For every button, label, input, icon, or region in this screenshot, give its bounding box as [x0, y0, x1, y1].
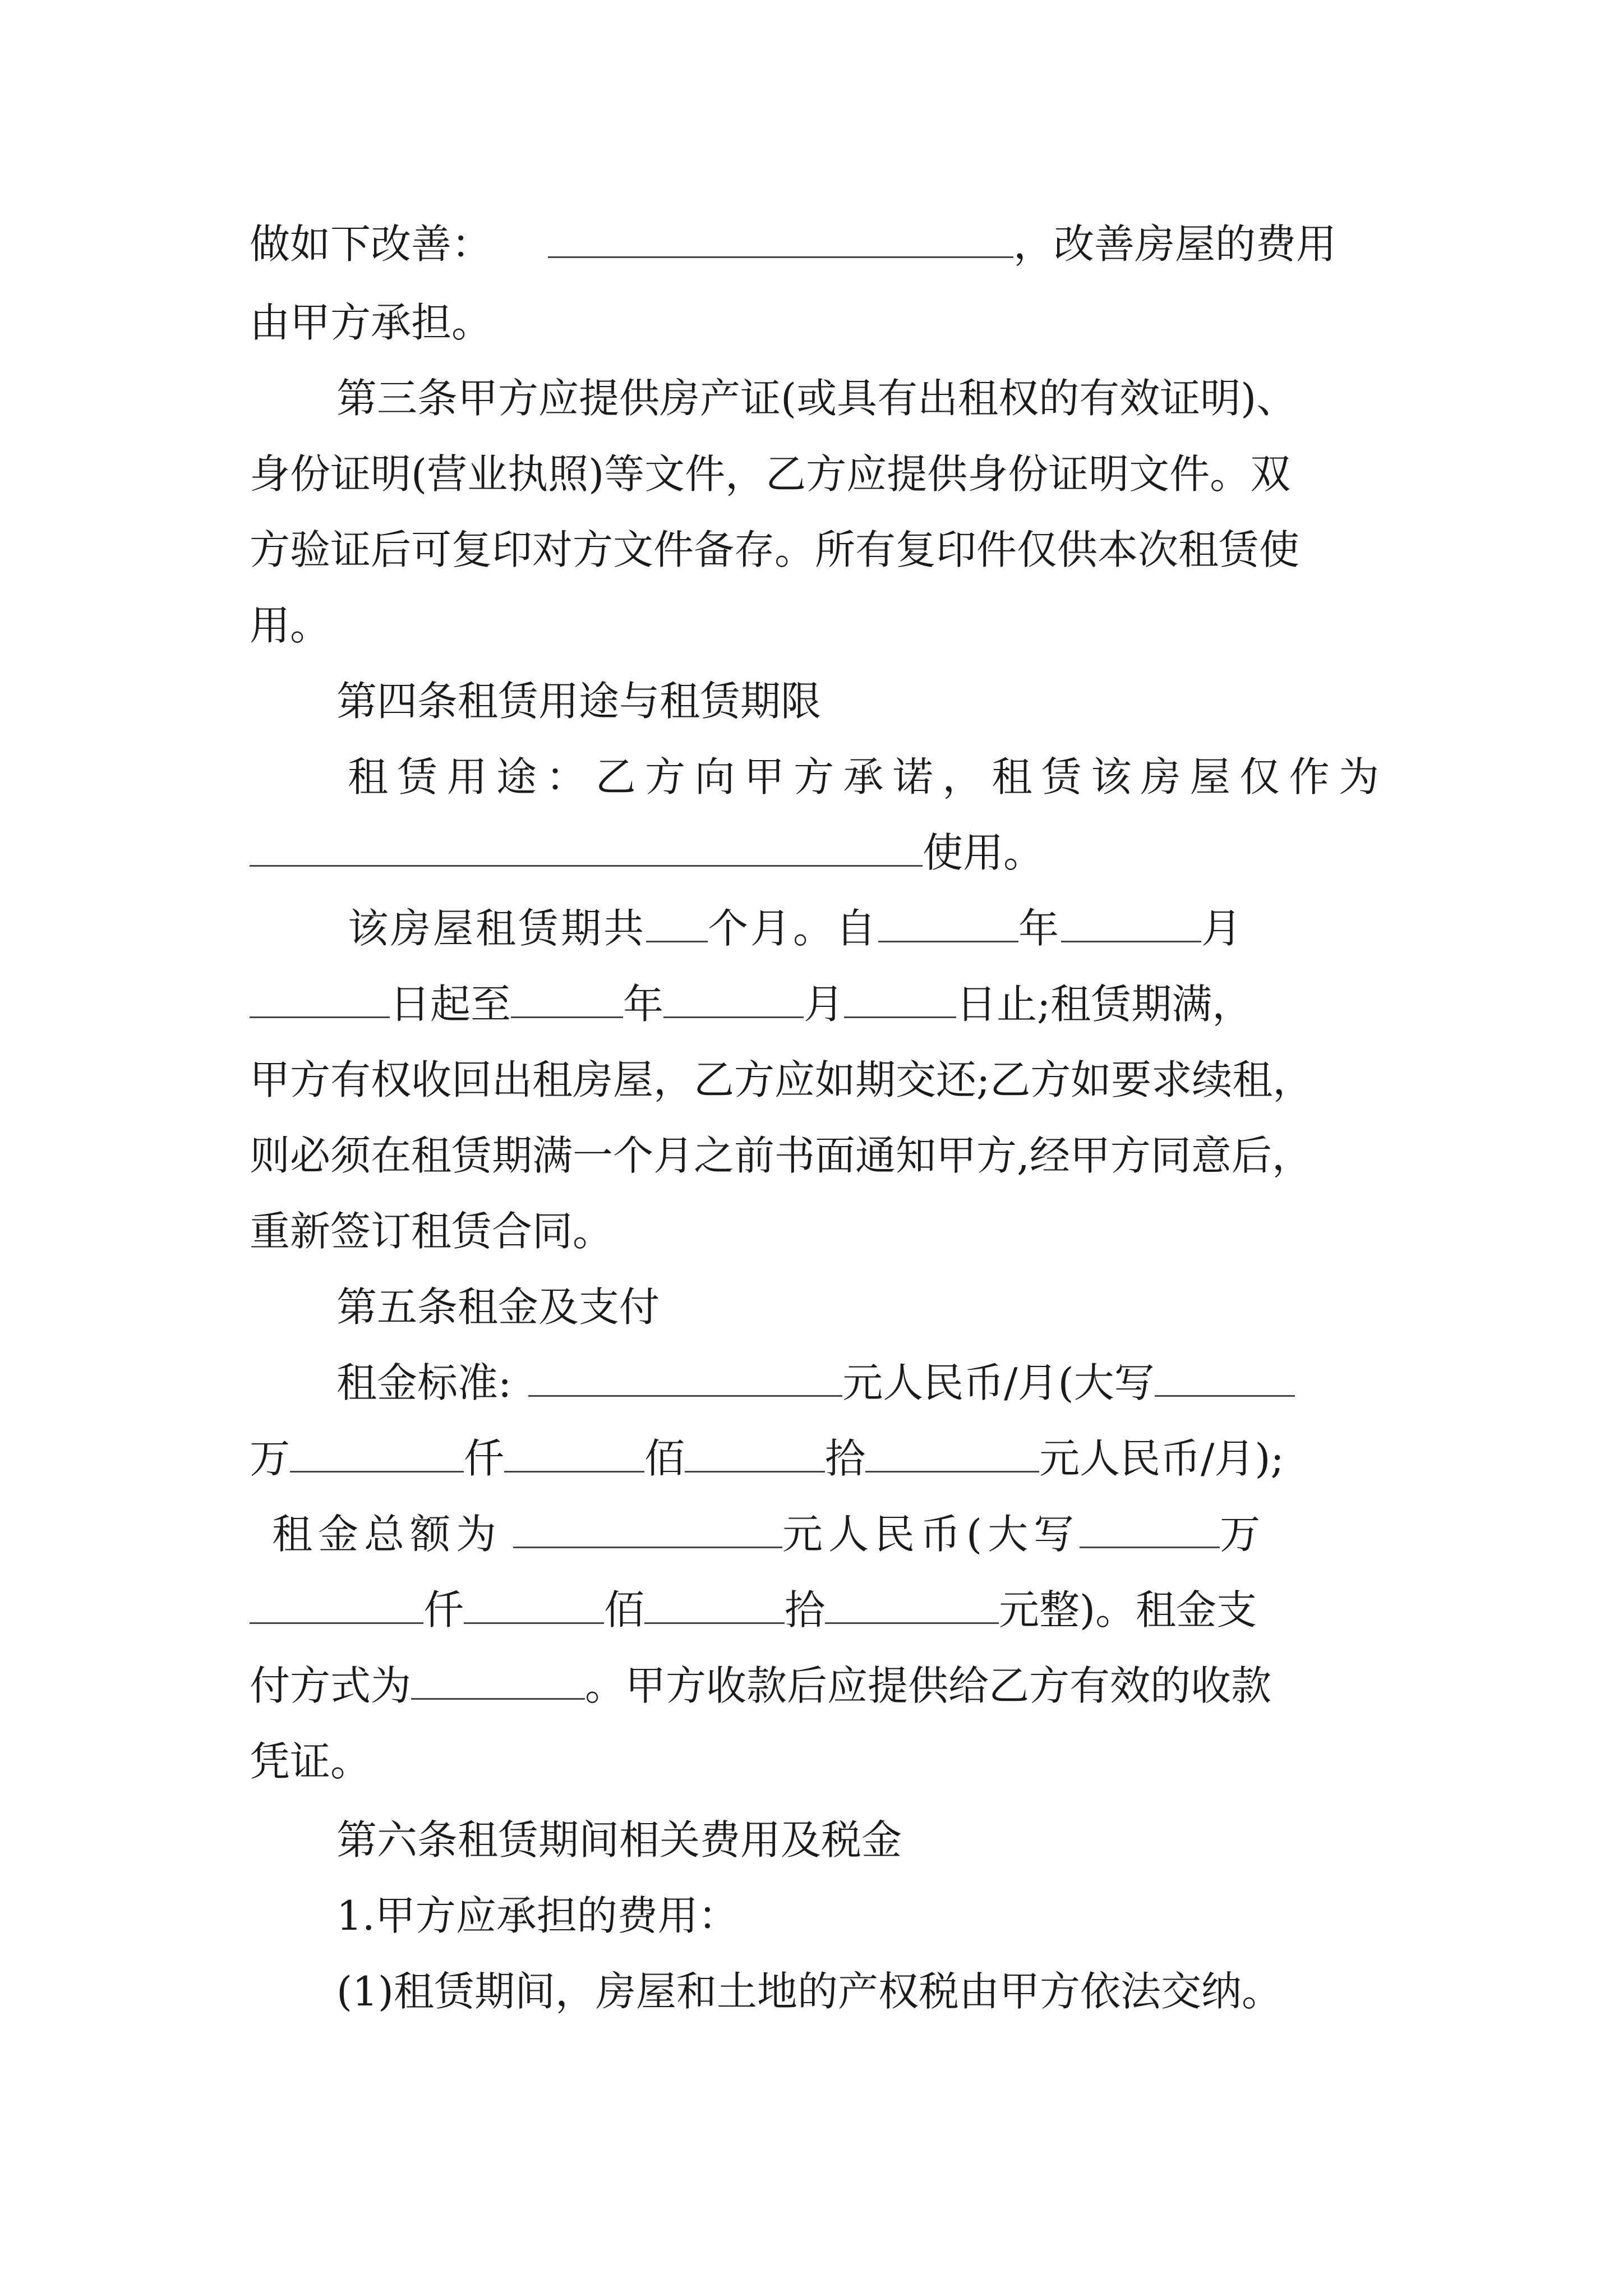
text-segment: 元人民币/月); — [1039, 1435, 1284, 1482]
lease-term-line-1 — [348, 900, 1382, 956]
fill-in-blank[interactable] — [548, 222, 1013, 258]
fill-in-blank[interactable] — [511, 982, 623, 1018]
article-3-line-4: 用。 — [250, 602, 331, 649]
article-6-item-1-1: (1)租赁期间，房屋和土地的产权税由甲方依法交纳。 — [336, 1968, 1282, 2015]
fill-in-blank[interactable] — [1155, 1360, 1295, 1397]
fill-in-blank[interactable] — [504, 1436, 644, 1473]
text-segment: 仟 — [464, 1435, 505, 1482]
text-segment: 月 — [804, 981, 845, 1028]
article-3-line-2: 身份证明(营业执照)等文件，乙方应提供身份证明文件。双 — [250, 450, 1291, 498]
lease-purpose-line: 租赁用途：乙方向甲方承诺，租赁该房屋仅作为 — [348, 753, 1382, 800]
payment-method-line — [250, 1658, 1382, 1714]
lease-term-line-3: 甲方有权收回出租房屋，乙方应如期交还;乙方如要求续租， — [250, 1056, 1313, 1103]
text-segment: 佰 — [604, 1586, 645, 1634]
fill-in-blank[interactable] — [644, 1588, 785, 1624]
fill-in-blank[interactable] — [528, 1360, 842, 1397]
text-segment: 年 — [623, 981, 664, 1028]
text-segment: 该房屋租赁期共 — [348, 905, 647, 952]
text-segment: 付方式为 — [250, 1662, 412, 1709]
lease-term-line-4: 则必须在租赁期满一个月之前书面通知甲方,经甲方同意后， — [250, 1132, 1312, 1179]
fill-in-blank[interactable] — [878, 906, 1018, 942]
fill-in-blank[interactable] — [250, 982, 390, 1018]
fill-in-blank[interactable] — [646, 906, 708, 942]
fill-in-blank[interactable] — [1080, 1512, 1220, 1548]
rent-standard-line-2 — [250, 1430, 1382, 1487]
article-6-item-1: 1.甲方应承担的费用： — [336, 1892, 739, 1939]
lease-term-line-5: 重新签订租赁合同。 — [250, 1208, 614, 1255]
text-segment: 仟 — [423, 1586, 464, 1634]
fill-in-blank[interactable] — [865, 1436, 1039, 1473]
lease-purpose-blank-line — [250, 825, 1382, 881]
text-segment: 个月。自 — [708, 905, 879, 952]
fill-in-blank[interactable] — [685, 1436, 825, 1473]
text-segment: 佰 — [644, 1435, 685, 1482]
text-segment: 租金标准: — [336, 1359, 512, 1406]
text-line-1 — [250, 216, 1382, 272]
text-segment: 拾 — [825, 1435, 866, 1482]
article-6-heading: 第六条租赁期间相关费用及税金 — [336, 1816, 902, 1864]
fill-in-blank[interactable] — [663, 982, 804, 1018]
fill-in-blank[interactable] — [464, 1588, 604, 1624]
lease-term-line-2 — [250, 976, 1382, 1032]
payment-method-line-2: 凭证。 — [250, 1738, 371, 1785]
text-segment: 元人民币/月(大写 — [842, 1359, 1155, 1406]
text-segment: ，改善房屋的费用 — [1013, 220, 1337, 268]
rent-standard-line-1 — [336, 1355, 1382, 1411]
text-segment: 使用。 — [923, 829, 1044, 876]
article-3-line-1: 第三条甲方应提供房产证(或具有出租权的有效证明)、 — [336, 375, 1297, 422]
text-segment: 做如下改善： — [250, 220, 492, 268]
text-line-2: 由甲方承担。 — [250, 299, 492, 346]
fill-in-blank[interactable] — [513, 1512, 782, 1548]
text-segment: 租金总额为 — [272, 1511, 502, 1558]
fill-in-blank[interactable] — [411, 1663, 585, 1700]
fill-in-blank[interactable] — [1061, 906, 1201, 942]
article-3-line-3: 方验证后可复印对方文件备存。所有复印件仅供本次租赁使 — [250, 526, 1300, 573]
fill-in-blank[interactable] — [844, 982, 956, 1018]
text-segment: 元人民币(大写 — [782, 1511, 1080, 1558]
text-segment: 日起至 — [390, 981, 511, 1028]
text-segment: 。甲方收款后应提供给乙方有效的收款 — [585, 1662, 1272, 1709]
fill-in-blank[interactable] — [825, 1588, 999, 1624]
text-segment: 元整)。租金支 — [999, 1586, 1257, 1634]
fill-in-blank[interactable] — [250, 830, 923, 867]
rent-total-line-1 — [272, 1506, 1382, 1562]
fill-in-blank[interactable] — [250, 1588, 423, 1624]
article-5-heading: 第五条租金及支付 — [336, 1283, 660, 1331]
article-4-heading: 第四条租赁用途与租赁期限 — [336, 678, 822, 725]
text-segment: 万 — [250, 1435, 291, 1482]
fill-in-blank[interactable] — [290, 1436, 464, 1473]
text-segment: 万 — [1220, 1511, 1266, 1558]
text-segment: 月 — [1201, 905, 1244, 952]
rent-total-line-2 — [250, 1582, 1382, 1638]
text-segment: 日止;租赁期满， — [956, 981, 1253, 1028]
text-segment: 拾 — [785, 1586, 826, 1634]
text-segment: 年 — [1018, 905, 1062, 952]
